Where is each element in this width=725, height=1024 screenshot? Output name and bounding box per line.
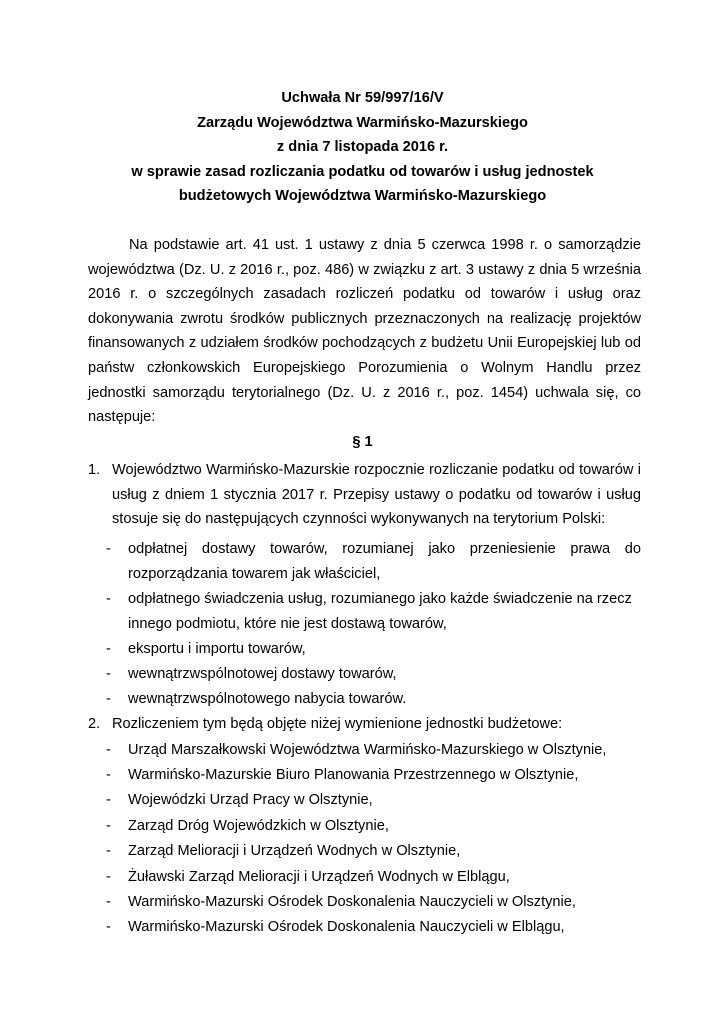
legal-basis-paragraph: Na podstawie art. 41 ust. 1 ustawy z dnia 5 czerwca 1998 r. o samorządzie województwa (Dz. U. z 2016 r., poz. 486) w związku z art. 3 ustawy z dnia 5 września 2016 r. o szczególnych zasadach rozliczeń podatku od towarów i usług oraz dokonywania zwrotu środków publicznych przeznaczonych na realizację projektów finansowanych z udziałem środków pochodzących z budżetu Unii Europejskiej lub od państw członkowskich Europejskiego Porozumienia o Wolnym Handlu przez jednostki samorządu terytorialnego (Dz. U. z 2016 r., poz. 1454) uchwala się, co następuje:	[88, 237, 641, 426]
list-item-text: wewnątrzwspólnotowego nabycia towarów.	[128, 691, 407, 707]
list-item-text: Wojewódzki Urząd Pracy w Olsztynie,	[128, 792, 373, 808]
point-number: 2.	[88, 716, 101, 732]
dash-bullet: -	[106, 691, 111, 707]
dash-bullet: -	[106, 792, 111, 808]
document-title	[0, 86, 725, 209]
dash-bullet: -	[106, 591, 111, 607]
list-item-text: Warmińsko-Mazurskie Biuro Planowania Przestrzennego w Olsztynie,	[128, 767, 579, 783]
list-item	[106, 738, 641, 763]
list-item-text: odpłatnego świadczenia usług, rozumianego jako każde świadczenie na rzecz innego podmiotu, które nie jest dostawą towarów,	[128, 591, 632, 632]
list-item-text: Warmińsko-Mazurski Ośrodek Doskonalenia Nauczycieli w Olsztynie,	[128, 894, 576, 910]
section-heading: § 1	[352, 434, 373, 450]
point-number: 1.	[88, 462, 101, 478]
title-line: budżetowych Województwa Warmińsko-Mazurskiego	[178, 188, 547, 205]
list-item	[106, 662, 641, 687]
title-line: Uchwała Nr 59/997/16/V	[281, 90, 444, 106]
title-line: Zarządu Województwa Warmińsko-Mazurskiego	[197, 114, 528, 131]
list-item-text: wewnątrzwspólnotowej dostawy towarów,	[128, 666, 397, 682]
dash-bullet: -	[106, 541, 111, 557]
dash-bullet: -	[106, 641, 111, 657]
dash-bullet: -	[106, 742, 111, 758]
list-item	[106, 814, 641, 839]
list-item	[106, 537, 641, 586]
list-item-text: Urząd Marszałkowski Województwa Warmińsko-Mazurskiego w Olsztynie,	[128, 742, 607, 758]
list-item-text: Żuławski Zarząd Melioracji i Urządzeń Wodnych w Elblągu,	[128, 869, 510, 885]
dash-bullet: -	[106, 767, 111, 783]
list-item-text: Warmińsko-Mazurski Ośrodek Doskonalenia Nauczycieli w Elblągu,	[128, 919, 565, 935]
point-text: Rozliczeniem tym będą objęte niżej wymienione jednostki budżetowe:	[112, 716, 563, 732]
list-item-text: Zarząd Melioracji i Urządzeń Wodnych w Olsztynie,	[128, 843, 461, 859]
point-2	[88, 712, 641, 737]
dash-bullet: -	[106, 666, 111, 682]
list-item	[106, 788, 641, 813]
dash-bullet: -	[106, 818, 111, 834]
list-item	[106, 890, 641, 915]
list-item	[106, 637, 641, 662]
dash-bullet: -	[106, 869, 111, 885]
list-item	[106, 687, 641, 712]
list-item-text: odpłatnej dostawy towarów, rozumianej jako przeniesienie prawa do rozporządzania towarem jak właściciel,	[128, 541, 641, 582]
dash-bullet: -	[106, 894, 111, 910]
list-item	[106, 763, 641, 788]
title-line: w sprawie zasad rozliczania podatku od towarów i usług jednostek	[131, 163, 594, 180]
list-item-text: eksportu i importu towarów,	[128, 641, 306, 657]
list-item	[106, 865, 641, 890]
point-1	[88, 458, 641, 532]
list-item	[106, 587, 641, 636]
list-item	[106, 915, 641, 940]
title-line: z dnia 7 listopada 2016 r.	[276, 139, 449, 156]
dash-bullet: -	[106, 919, 111, 935]
list-item	[106, 839, 641, 864]
point-text: Województwo Warmińsko-Mazurskie rozpocznie rozliczanie podatku od towarów i usług z dniem 1 stycznia 2017 r. Przepisy ustawy o podatku od towarów i usług stosuje się do następujących czynności wykonywanych na terytorium Polski:	[112, 462, 641, 528]
dash-bullet: -	[106, 843, 111, 859]
list-item-text: Zarząd Dróg Wojewódzkich w Olsztynie,	[128, 818, 389, 834]
